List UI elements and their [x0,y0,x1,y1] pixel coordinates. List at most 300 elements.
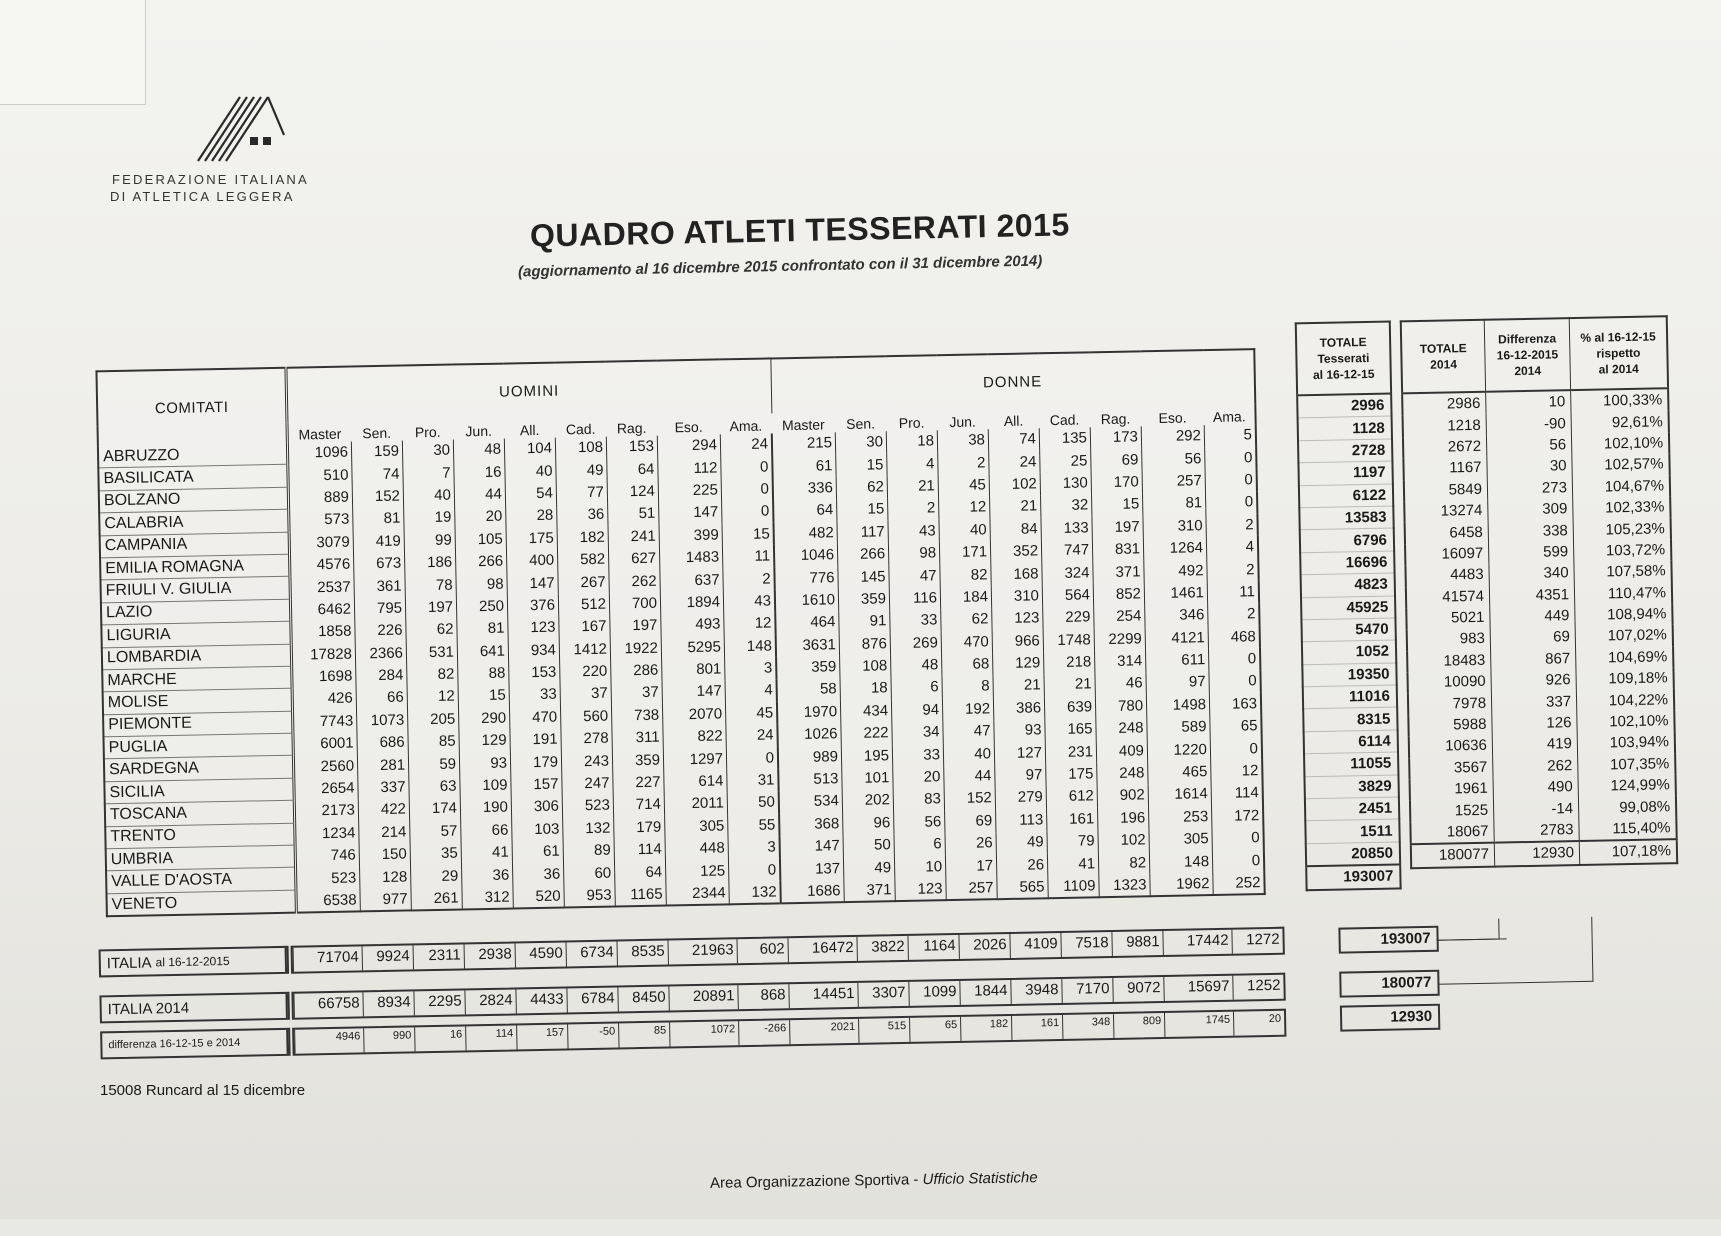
cell-donne-sen: 18 [840,677,891,700]
pct-value: 104,22% [1576,689,1674,712]
totale-value: 16696 [1300,551,1394,575]
pct-value: 104,69% [1576,646,1674,669]
cell-donne-rag: 831 [1092,538,1143,561]
diff-value: 419 [1492,733,1577,756]
cell-uomini-sen: 686 [357,731,408,754]
cell-donne-pro: 21 [887,475,938,498]
cell-uomini-pro: 62 [406,618,457,641]
cell-donne-pro: 269 [890,631,941,654]
comitato-name: CAMPANIA [100,532,290,558]
footer-italic: Ufficio Statistiche [922,1169,1038,1189]
cell-uomini-eso: 2070 [662,703,725,727]
cell-uomini-all: 400 [506,549,557,572]
differenza-value: -266 [738,1020,789,1045]
cell-donne-rag: 780 [1095,694,1146,717]
cell-uomini-all: 470 [509,706,560,729]
cell-donne-eso: 589 [1147,716,1210,740]
comitati-header: COMITATI [96,368,287,447]
pct-value: 115,40% [1579,817,1677,841]
totale-row [1302,663,1396,687]
cell-donne-all: 24 [989,450,1040,473]
cell-donne-rag: 82 [1098,851,1149,874]
comitato-name: LAZIO [101,599,291,625]
tot2014-value: 1961 [1410,778,1494,801]
italia2015-value: 21963 [667,939,736,964]
cell-donne-cad: 612 [1046,785,1097,808]
diff-value: 338 [1488,519,1573,542]
comitato-name: ABRUZZO [98,443,288,469]
cell-uomini-all: 175 [506,527,557,550]
cell-uomini-master: 1698 [292,665,356,689]
tot2014-value: 10636 [1409,735,1493,758]
cell-uomini-pro: 186 [404,551,455,574]
org-name-line1: FEDERAZIONE ITALIANA [112,172,309,187]
totale-row [1297,394,1391,419]
differenza-value: 16 [414,1026,465,1051]
totale-row [1301,596,1395,620]
col-header-uomini-2: Pro. [414,423,441,441]
cell-uomini-cad: 247 [562,772,613,795]
cell-donne-ama: 0 [1208,648,1260,671]
comitato-name: SICILIA [104,778,294,804]
cell-donne-master: 137 [780,857,844,881]
cell-uomini-ama: 15 [722,522,774,545]
cell-uomini-sen: 284 [356,664,407,687]
pct-value: 100,33% [1571,388,1669,412]
col-header-donne-8: Ama. [1212,408,1246,425]
cell-donne-master: 58 [776,678,840,702]
athletes-table [95,348,1265,917]
pct-value: 92,61% [1571,411,1669,434]
cell-uomini-rag: 1165 [615,883,666,907]
differenza-total: 12930 [1340,1004,1440,1032]
tot2014-value: 7978 [1408,692,1492,715]
cell-donne-cad: 165 [1045,718,1096,741]
cell-uomini-sen: 422 [358,798,409,821]
cell-uomini-master: 3079 [289,531,353,555]
totale-header-l1: TOTALE [1319,334,1367,350]
cell-donne-ama: 12 [1211,759,1263,782]
tot2014-header-l2: 2014 [1430,357,1458,372]
cell-uomini-all: 104 [504,438,555,461]
diff-header-l1: Differenza [1497,331,1557,347]
cell-uomini-cad: 953 [564,884,615,908]
cell-donne-master: 1046 [774,544,838,568]
cell-donne-cad: 130 [1040,472,1091,495]
cell-uomini-all: 153 [509,661,560,684]
cell-donne-all: 113 [996,808,1047,831]
cell-uomini-cad: 132 [563,817,614,840]
uomini-header: UOMINI [286,358,771,422]
cell-donne-master: 3631 [776,633,840,657]
cell-donne-all: 127 [994,741,1045,764]
cell-uomini-sen: 361 [354,574,405,597]
totale-header-l2: Tesserati [1317,350,1370,366]
italia-2015-row [99,930,1280,978]
cell-donne-rag: 371 [1093,560,1144,583]
cell-donne-sen: 202 [842,789,893,812]
italia-2014-label: ITALIA 2014 [101,994,287,1022]
cell-uomini-jun: 41 [461,841,512,864]
totale-value: 6122 [1299,484,1393,508]
cell-uomini-master: 510 [288,463,352,487]
tot2014-value: 5849 [1404,478,1488,501]
comitato-name: CALABRIA [99,509,289,535]
cell-uomini-master: 6462 [290,598,354,622]
cell-uomini-eso: 225 [658,479,721,503]
cell-uomini-pro: 197 [405,596,456,619]
cell-uomini-eso: 147 [659,501,722,525]
cell-uomini-all: 54 [505,482,556,505]
cell-donne-jun: 17 [945,854,996,877]
cell-uomini-jun: 98 [456,572,507,595]
cell-uomini-pro: 40 [403,484,454,507]
cell-uomini-rag: 64 [614,860,665,883]
cell-uomini-eso: 448 [665,837,728,861]
cell-donne-sen: 50 [843,834,894,857]
cell-uomini-eso: 305 [665,814,728,838]
comitato-name: LOMBARDIA [102,644,292,670]
totale-row [1299,484,1393,508]
cell-donne-ama: 2 [1207,558,1259,581]
cell-uomini-pro: 85 [408,730,459,753]
cell-donne-master: 359 [776,656,840,680]
cell-uomini-ama: 24 [726,724,778,747]
cell-donne-jun: 38 [937,429,988,452]
totale-value: 2996 [1297,394,1391,419]
cell-donne-eso: 310 [1143,514,1206,538]
cell-donne-sen: 434 [840,699,891,722]
cell-donne-pro: 94 [891,698,942,721]
page-title: QUADRO ATLETI TESSERATI 2015 [529,206,1071,254]
tot2014-value: 5988 [1408,714,1492,737]
cell-uomini-cad: 77 [556,481,607,504]
cell-uomini-ama: 11 [722,545,774,568]
cell-uomini-pro: 57 [410,820,461,843]
cell-donne-cad: 218 [1044,651,1095,674]
cell-donne-sen: 15 [837,498,888,521]
cell-donne-jun: 44 [944,765,995,788]
cell-uomini-rag: 179 [614,816,665,839]
totale-row [1304,752,1398,776]
cell-uomini-eso: 1894 [660,591,723,615]
cell-donne-master: 1026 [777,723,841,747]
cell-donne-master: 1970 [777,700,841,724]
totale-value: 6114 [1304,730,1398,754]
cell-uomini-rag: 227 [613,771,664,794]
cell-donne-master: 464 [775,611,839,635]
cell-uomini-ama: 43 [723,590,775,613]
cell-donne-jun: 12 [939,496,990,519]
cell-donne-pro: 56 [894,810,945,833]
tot2014-value: 2986 [1402,392,1486,416]
cell-donne-sen: 359 [838,587,889,610]
tot2014-value: 18067 [1410,820,1494,844]
cell-donne-rag: 1323 [1099,874,1150,898]
cell-donne-all: 21 [993,674,1044,697]
totale-value: 6796 [1300,528,1394,552]
cell-donne-sen: 145 [838,565,889,588]
cell-donne-pro: 43 [888,519,939,542]
cell-donne-eso: 1962 [1150,872,1213,896]
cell-donne-cad: 41 [1047,852,1098,875]
cell-donne-sen: 96 [843,811,894,834]
comitato-name: SARDEGNA [104,756,294,782]
cell-uomini-pro: 19 [404,506,455,529]
cell-uomini-jun: 290 [458,707,509,730]
italia2014-value: 8934 [362,991,413,1016]
italia-2015-values [291,927,1285,974]
cell-uomini-pro: 174 [409,797,460,820]
cell-donne-sen: 101 [842,767,893,790]
cell-uomini-pro: 531 [406,641,457,664]
tot2014-value: 18483 [1407,649,1491,672]
diff-value: 262 [1493,755,1578,778]
cell-donne-master: 482 [773,521,837,545]
cell-donne-jun: 470 [941,630,992,653]
cell-donne-all: 352 [990,540,1041,563]
pct-value: 107,58% [1574,560,1672,583]
cell-uomini-all: 376 [507,594,558,617]
grand-diff-value: 12930 [1494,841,1579,866]
cell-uomini-eso: 294 [657,434,720,457]
italia2015-value: 2938 [464,943,515,968]
cell-uomini-eso: 801 [662,658,725,682]
cell-uomini-master: 2173 [294,799,358,823]
cell-uomini-ama: 31 [727,769,779,792]
totale-value: 4823 [1301,573,1395,597]
cell-donne-jun: 40 [943,742,994,765]
cell-donne-eso: 257 [1142,469,1205,493]
cell-uomini-ama: 148 [724,634,776,657]
cell-donne-master: 215 [772,432,836,455]
italia2015-value: 2311 [413,944,464,969]
cell-uomini-eso: 2344 [666,882,729,906]
cell-uomini-eso: 637 [660,568,723,592]
differenza-value: 990 [363,1027,414,1052]
cell-uomini-all: 36 [512,862,563,885]
italia2015-value: 8535 [617,941,668,966]
differenza-value: 809 [1113,1013,1164,1038]
italia2014-value: 4433 [515,988,566,1013]
col-header-donne-2: Pro. [898,414,925,431]
cell-donne-all: 74 [988,428,1039,451]
cell-donne-jun: 82 [940,563,991,586]
differenza-value: 114 [465,1025,516,1050]
totale-row [1300,551,1394,575]
pct-value: 102,10% [1577,710,1675,733]
cell-donne-ama: 0 [1209,670,1261,693]
diff-value: 337 [1491,691,1576,714]
differenza-label: differenza 16-12-15 e 2014 [102,1030,288,1058]
cell-uomini-jun: 250 [456,595,507,618]
cell-uomini-rag: 64 [607,458,658,481]
connector-line [1436,917,1593,985]
totale-row [1298,439,1392,463]
tot2014-value: 41574 [1406,585,1490,608]
cell-donne-ama: 468 [1208,625,1260,648]
cell-donne-sen: 62 [836,476,887,499]
cell-uomini-jun: 16 [454,460,505,483]
cell-donne-all: 279 [995,786,1046,809]
runcard-footnote: 15008 Runcard al 15 dicembre [100,1082,306,1099]
totale-value: 13583 [1299,506,1393,530]
cell-donne-master: 147 [780,835,844,859]
italia2015-value: 9881 [1111,931,1162,956]
cell-uomini-sen: 977 [360,888,411,912]
cell-donne-pro: 6 [891,676,942,699]
cell-donne-ama: 0 [1205,446,1257,469]
diff-value: 867 [1491,648,1576,671]
cell-uomini-pro: 29 [411,864,462,887]
pct-header [1569,316,1668,390]
italia2015-value: 7518 [1060,932,1111,957]
totale-row [1305,819,1399,843]
cell-donne-jun: 171 [939,541,990,564]
cell-uomini-ama: 4 [725,679,777,702]
cell-uomini-jun: 66 [461,819,512,842]
cell-uomini-sen: 214 [359,821,410,844]
cell-uomini-eso: 1483 [659,546,722,570]
differenza-value: 1072 [669,1021,738,1046]
cell-uomini-master: 4576 [290,553,354,577]
col-header-donne-7: Eso. [1158,409,1187,427]
cell-uomini-cad: 167 [559,615,610,638]
cell-donne-jun: 45 [938,474,989,497]
italia2014-value: 3948 [1010,979,1061,1004]
cell-uomini-master: 889 [288,486,352,510]
cell-donne-jun: 8 [942,675,993,698]
cell-uomini-cad: 582 [557,548,608,571]
totale-value: 20850 [1306,842,1400,867]
cell-donne-jun: 152 [944,787,995,810]
cell-uomini-all: 934 [508,639,559,662]
italia2014-value: 6784 [566,987,617,1012]
grand-total-row [1306,865,1400,890]
diff-value: -90 [1486,412,1571,435]
italia2015-value: 71704 [293,946,362,971]
cell-uomini-cad: 49 [556,458,607,481]
tot2014-header-l1: TOTALE [1419,341,1467,356]
cell-uomini-jun: 20 [455,505,506,528]
diff-value: 599 [1489,541,1574,564]
cell-donne-sen: 30 [835,431,886,454]
cell-uomini-master: 6538 [296,889,360,913]
cell-uomini-ama: 24 [720,433,772,456]
cell-uomini-cad: 182 [557,526,608,549]
cell-uomini-rag: 51 [608,502,659,525]
col-header-donne-3: Jun. [949,413,976,431]
diff-value: 273 [1487,477,1572,500]
diff-header-l3: 2014 [1514,363,1542,379]
differenza-value: 348 [1062,1014,1113,1039]
italia-2015-label-date: al 16-12-2015 [155,953,230,970]
comitato-name: VENETO [106,890,296,917]
cell-uomini-all: 306 [511,795,562,818]
cell-uomini-jun: 88 [458,662,509,685]
diff-value: 10 [1486,390,1571,414]
tot2014-header [1401,320,1486,394]
cell-donne-all: 129 [993,652,1044,675]
grand-tot2014-value: 180077 [1411,843,1495,868]
cell-uomini-rag: 197 [610,614,661,637]
cell-donne-ama: 0 [1212,827,1264,850]
cell-uomini-eso: 399 [659,523,722,547]
totale-row [1301,618,1395,642]
col-header-donne-6: Rag. [1100,410,1131,428]
cell-donne-pro: 83 [893,788,944,811]
cell-donne-all: 123 [992,607,1043,630]
cell-uomini-rag: 153 [606,436,657,459]
cell-donne-cad: 32 [1041,494,1092,517]
cell-uomini-jun: 190 [460,796,511,819]
italia-2015-label-main: ITALIA [106,953,152,972]
cell-donne-sen: 49 [843,856,894,879]
cell-donne-jun: 184 [940,585,991,608]
italia2014-value: 66758 [293,992,362,1017]
cell-donne-eso: 253 [1149,805,1212,829]
cell-donne-pro: 2 [888,497,939,520]
cell-uomini-jun: 266 [455,550,506,573]
cell-uomini-sen: 159 [351,441,402,464]
tot2014-value: 983 [1407,628,1491,651]
cell-donne-sen: 15 [836,453,887,476]
cell-donne-cad: 564 [1042,584,1093,607]
italia-2015-label [101,948,287,976]
totale-value: 11055 [1304,752,1398,776]
differenza-value: 85 [618,1023,669,1048]
cell-donne-ama: 11 [1207,580,1259,603]
cell-donne-cad: 133 [1041,516,1092,539]
pct-value: 108,94% [1575,603,1673,626]
cell-donne-rag: 852 [1093,583,1144,606]
cell-uomini-cad: 220 [560,660,611,683]
cell-donne-eso: 81 [1142,492,1205,516]
grand-pct-value: 107,18% [1579,839,1677,864]
cell-uomini-cad: 60 [563,861,614,884]
cell-uomini-ama: 132 [729,881,781,905]
cell-donne-ama: 0 [1205,468,1257,491]
totale-row [1298,416,1392,440]
cell-uomini-jun: 129 [459,729,510,752]
cell-donne-jun: 192 [942,697,993,720]
diff-header-l2: 16-12-2015 [1496,347,1559,363]
cell-donne-rag: 197 [1092,515,1143,538]
totale-row [1302,640,1396,664]
pct-value: 109,18% [1576,667,1674,690]
cell-donne-cad: 25 [1040,449,1091,472]
cell-donne-jun: 62 [941,608,992,631]
pct-value: 124,99% [1578,774,1676,797]
cell-donne-rag: 196 [1098,806,1149,829]
cell-donne-rag: 69 [1091,448,1142,471]
cell-uomini-ama: 50 [727,791,779,814]
cell-donne-master: 1686 [780,879,844,903]
cell-donne-eso: 492 [1144,559,1207,583]
cell-donne-master: 534 [779,790,843,814]
cell-uomini-rag: 1922 [610,637,661,660]
col-header-uomini-6: Rag. [616,419,647,437]
cell-uomini-sen: 281 [357,753,408,776]
cell-donne-cad: 231 [1045,740,1096,763]
cell-uomini-cad: 278 [561,727,612,750]
totale-row [1303,685,1397,709]
cell-uomini-all: 28 [506,504,557,527]
cell-uomini-eso: 614 [664,770,727,794]
pct-header-l1: % al 16-12-15 [1580,329,1656,345]
cell-uomini-sen: 74 [352,462,403,485]
cell-donne-all: 966 [992,629,1043,652]
